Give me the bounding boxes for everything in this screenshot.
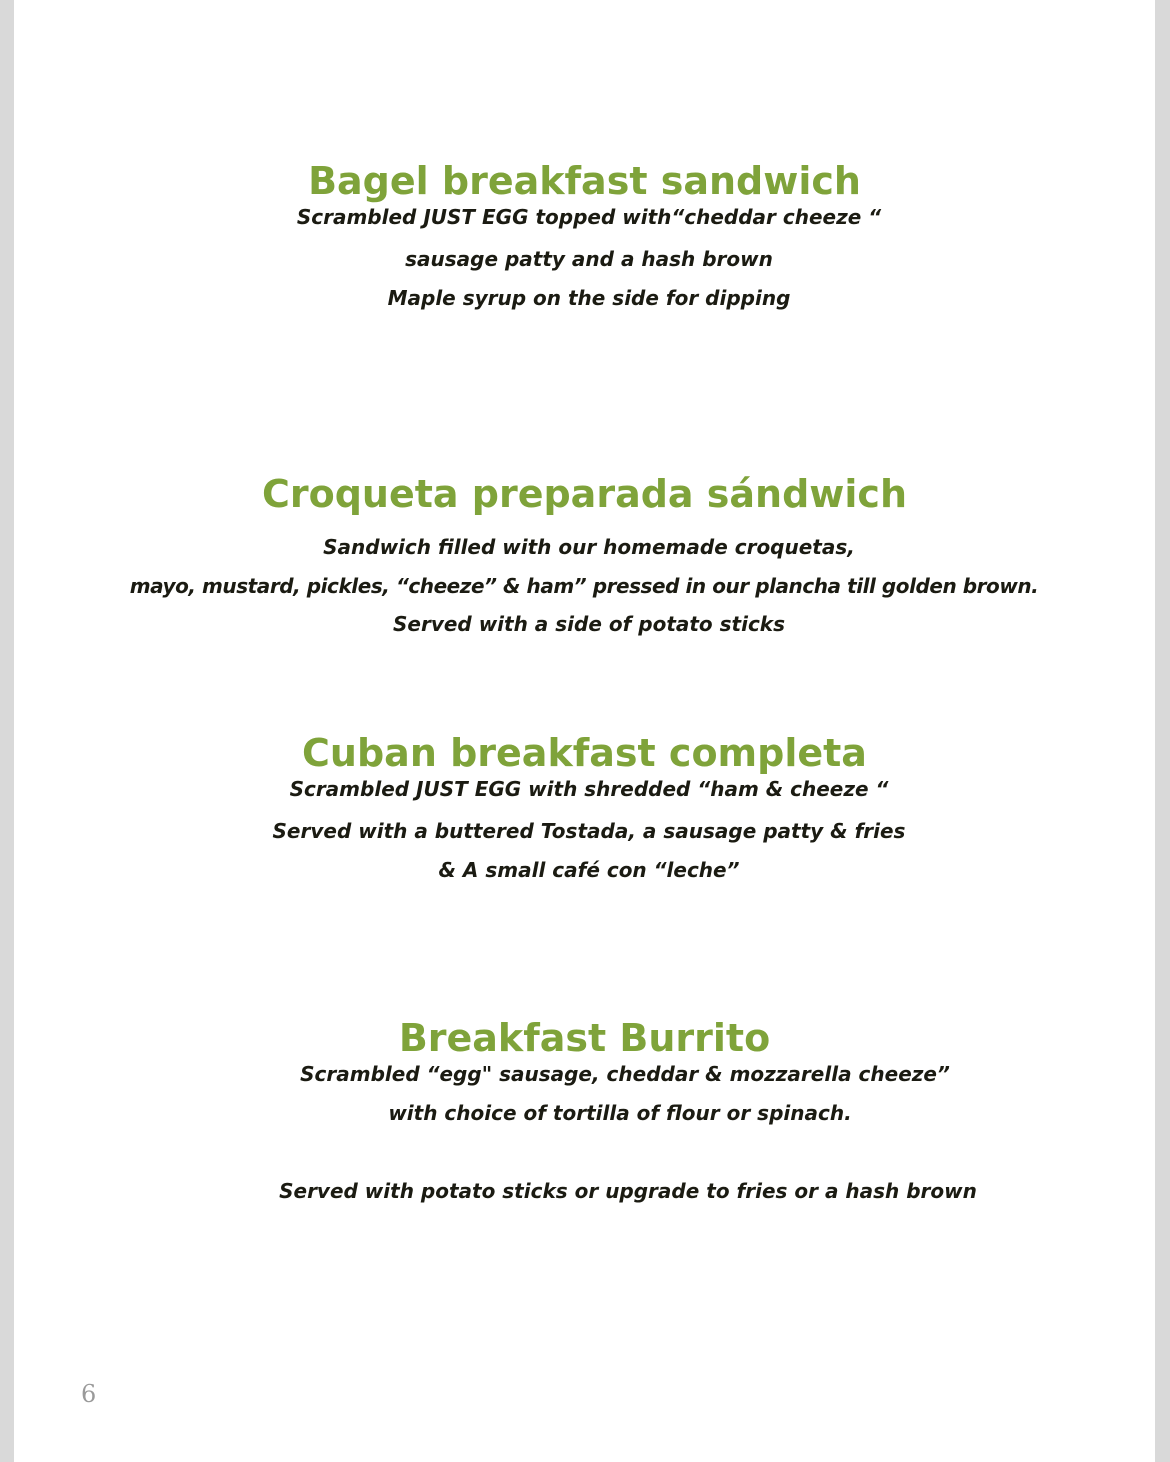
item-description-line: Served with potato sticks or upgrade to fries or a hash brown — [279, 1179, 977, 1203]
menu-page — [14, 0, 1155, 1462]
item-description-line: & A small café con “leche” — [438, 858, 740, 882]
item-description-line: with choice of tortilla of flour or spinach. — [388, 1101, 852, 1125]
item-title-croqueta-preparada-sandwich: Croqueta preparada sándwich — [261, 472, 908, 516]
item-title-cuban-breakfast-completa: Cuban breakfast completa — [302, 731, 867, 775]
item-description-line: Scrambled JUST EGG topped with“cheddar cheeze “ — [296, 205, 882, 229]
item-description-line: mayo, mustard, pickles, “cheeze” & ham” pressed in our plancha till golden brown. — [129, 574, 1039, 598]
item-description-line: Served with a buttered Tostada, a sausage patty & fries — [272, 819, 906, 843]
item-description-line: Sandwich filled with our homemade croquetas, — [323, 535, 855, 559]
item-title-breakfast-burrito: Breakfast Burrito — [398, 1016, 771, 1060]
item-description-line: Served with a side of potato sticks — [392, 612, 786, 636]
item-description-line: Scrambled “egg" sausage, cheddar & mozzarella cheeze” — [300, 1062, 950, 1086]
item-title-bagel-breakfast-sandwich: Bagel breakfast sandwich — [308, 159, 861, 203]
item-description-line: sausage patty and a hash brown — [405, 247, 773, 271]
item-description-line: Maple syrup on the side for dipping — [387, 286, 791, 310]
page-number: 6 — [81, 1380, 97, 1408]
item-description-line: Scrambled JUST EGG with shredded “ham & cheeze “ — [289, 777, 889, 801]
